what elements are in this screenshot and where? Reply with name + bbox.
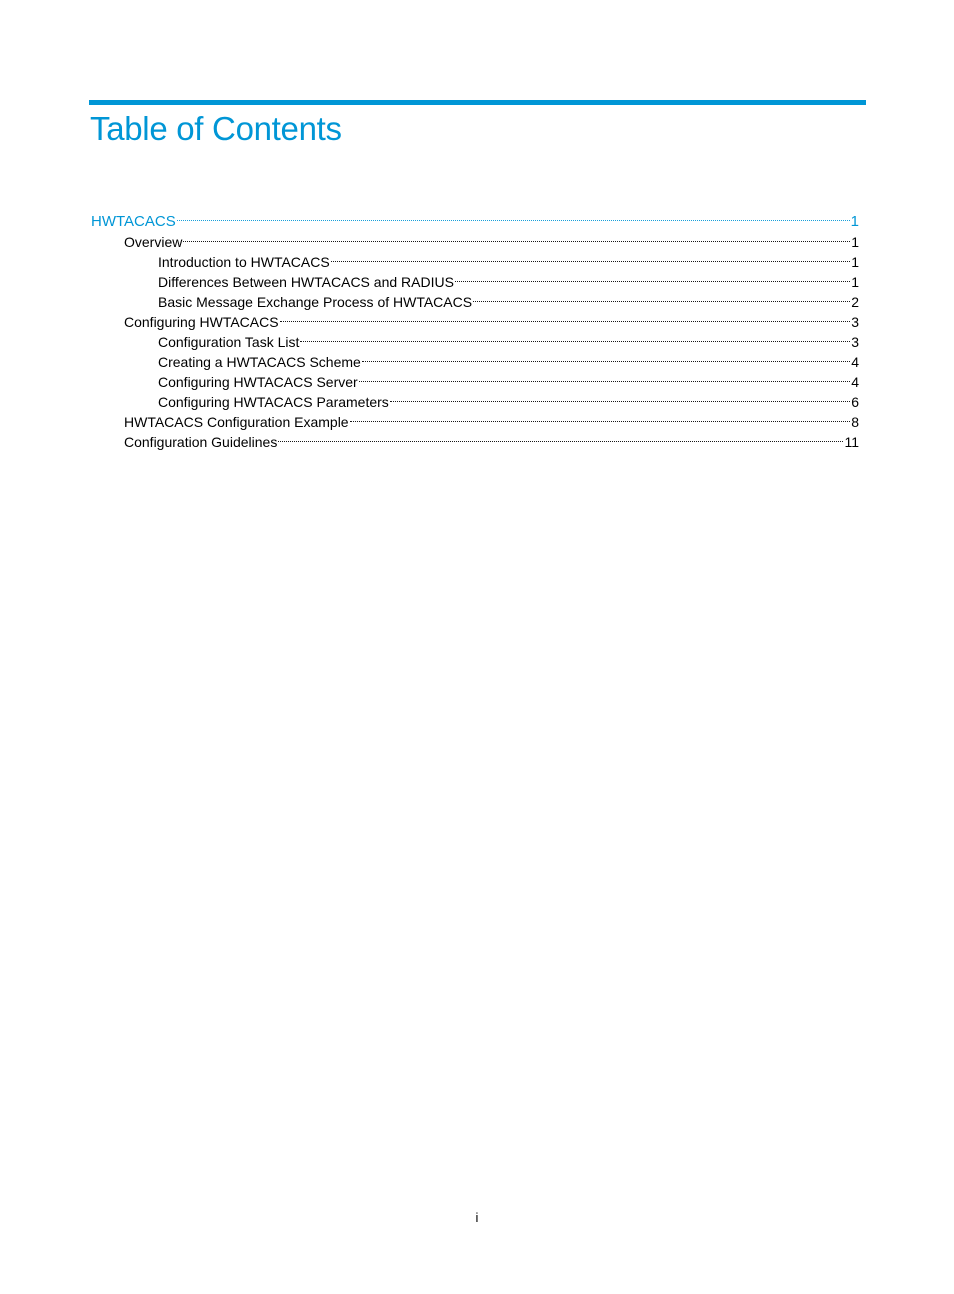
toc-entry-label: Basic Message Exchange Process of HWTACACS: [158, 294, 473, 310]
toc-page-number: 1: [851, 274, 859, 290]
toc-entry-configuring[interactable]: [124, 307, 859, 330]
toc-entry-label: HWTACACS Configuration Example: [124, 414, 349, 430]
toc-entry-task-list[interactable]: [158, 327, 859, 350]
toc-entry-configuration-example[interactable]: [124, 407, 859, 430]
toc-entry-label: Overview: [124, 234, 183, 250]
toc-entry-overview[interactable]: [124, 227, 859, 250]
toc-entry-label: Differences Between HWTACACS and RADIUS: [158, 274, 454, 290]
toc-page-number: 4: [851, 354, 859, 370]
toc-entry-configuring-parameters[interactable]: [158, 387, 859, 410]
toc-entry-differences[interactable]: [158, 267, 859, 290]
toc-dot-leader: [331, 247, 851, 267]
toc-entry-label: Introduction to HWTACACS: [158, 254, 330, 270]
toc-page-number: 4: [851, 374, 859, 390]
toc-entry-hwtacacs[interactable]: [91, 206, 859, 230]
toc-entry-message-exchange[interactable]: [158, 287, 859, 310]
toc-entry-configuration-guidelines[interactable]: [124, 427, 859, 450]
toc-entry-label: Configuring HWTACACS Parameters: [158, 394, 389, 410]
toc-dot-leader: [350, 407, 851, 427]
toc-dot-leader: [280, 307, 851, 327]
toc-entry-label: Configuring HWTACACS: [124, 314, 279, 330]
toc-page-number: 11: [844, 434, 859, 450]
toc-dot-leader: [455, 267, 850, 287]
toc-entry-label: Configuring HWTACACS Server: [158, 374, 358, 390]
title-rule: [89, 100, 866, 105]
toc-page-number: 3: [851, 334, 859, 350]
toc-dot-leader: [362, 347, 850, 367]
toc-entry-label: Creating a HWTACACS Scheme: [158, 354, 361, 370]
toc-page-number: 6: [851, 394, 859, 410]
toc-dot-leader: [473, 287, 850, 307]
toc-entry-label: Configuration Guidelines: [124, 434, 278, 450]
toc-entry-introduction[interactable]: [158, 247, 859, 270]
page-number-footer: i: [475, 1210, 479, 1225]
toc-entry-creating-scheme[interactable]: [158, 347, 859, 370]
toc-page-number: 1: [850, 213, 859, 230]
toc-dot-leader: [177, 206, 850, 226]
toc-entry-label: HWTACACS: [91, 213, 176, 230]
toc-dot-leader: [359, 367, 851, 387]
toc-page-number: 8: [851, 414, 859, 430]
toc-page-number: 1: [851, 234, 859, 250]
toc-page-number: 2: [851, 294, 859, 310]
toc-dot-leader: [300, 327, 850, 347]
toc-entry-label: Configuration Task List: [158, 334, 300, 350]
toc-page-number: 1: [851, 254, 859, 270]
toc-entry-configuring-server[interactable]: [158, 367, 859, 390]
toc-dot-leader: [390, 387, 850, 407]
toc-dot-leader: [278, 427, 843, 447]
page-title: Table of Contents: [90, 110, 342, 147]
toc-dot-leader: [183, 227, 850, 247]
toc-page-number: 3: [851, 314, 859, 330]
